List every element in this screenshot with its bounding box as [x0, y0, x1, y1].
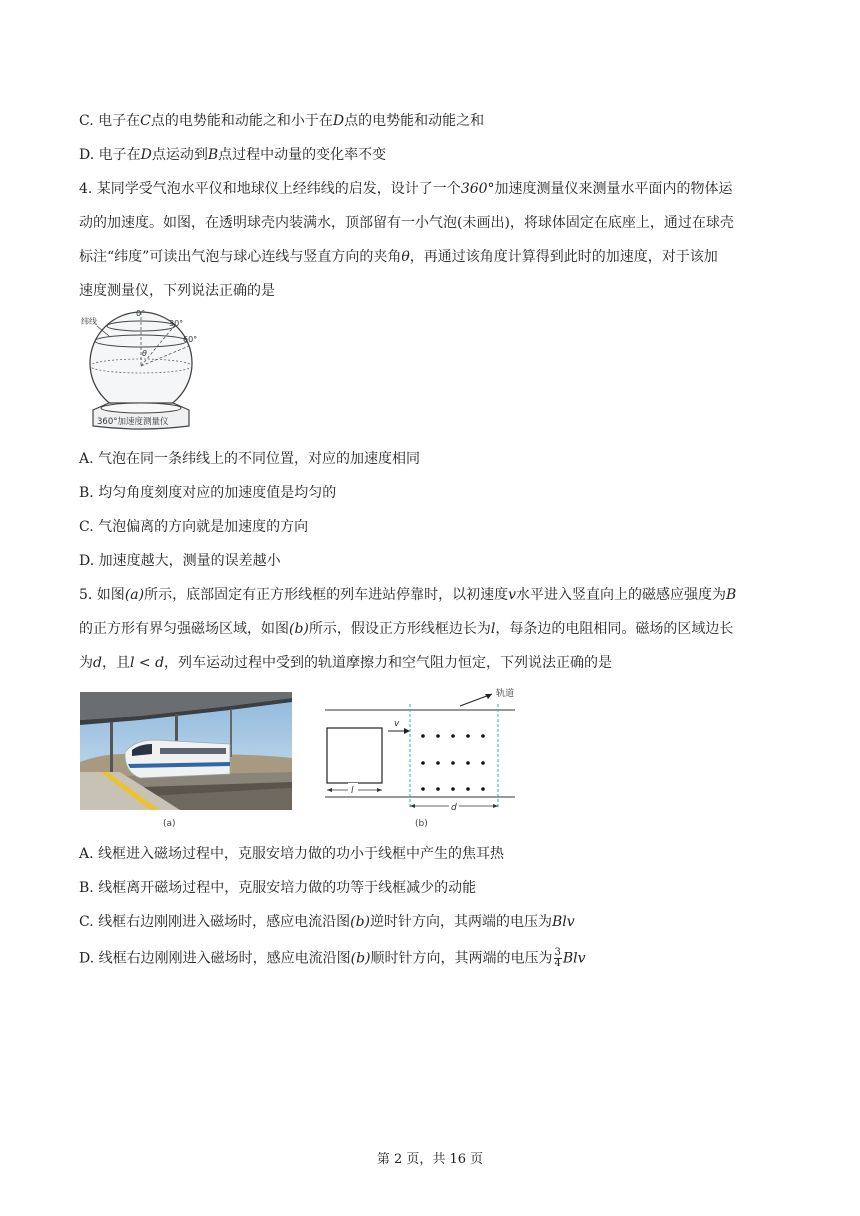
q5-option-c: C. 线框右边刚刚进入磁场时，感应电流沿图(b)逆时针方向，其两端的电压为Blv — [79, 914, 575, 930]
q4-option-d: D. 加速度越大，测量的误差越小 — [79, 553, 281, 569]
page-footer: 第 2 页，共 16 页 — [376, 1152, 484, 1167]
velocity-label: v — [394, 719, 400, 729]
q4-stem-line2: 动的加速度。如图，在透明球壳内装满水，顶部留有一小气泡(未画出)，将球体固定在底座上，通过在球壳 — [79, 215, 734, 231]
latitude-label: 纬线 — [81, 317, 97, 326]
length-label: l — [351, 786, 354, 796]
accelerometer-figure — [79, 308, 209, 432]
field-width-label: d — [451, 803, 457, 813]
q4-stem-line1: 4. 某同学受气泡水平仪和地球仪上经纬线的启发，设计了一个360°加速度测量仪来测量水平面内的物体运 — [79, 181, 733, 197]
figure-b-label: (b) — [415, 819, 428, 829]
q4-option-a: A. 气泡在同一条纬线上的不同位置，对应的加速度相同 — [79, 451, 421, 467]
q4-option-b: B. 均匀角度刻度对应的加速度值是均匀的 — [79, 485, 337, 501]
q4-stem-line3: 标注“纬度”可读出气泡与球心连线与竖直方向的夹角θ，再通过该角度计算得到此时的加速度，对于该加 — [79, 249, 718, 265]
q3-option-c: C. 电子在C点的电势能和动能之和小于在D点的电势能和动能之和 — [79, 113, 485, 129]
fraction-three-quarters: $\frac{3}{4}$ — [554, 947, 561, 969]
field-diagram — [320, 684, 525, 832]
q4-stem-line4: 速度测量仪，下列说法正确的是 — [79, 283, 275, 299]
deg0-label: 0° — [136, 309, 146, 318]
track-label: 轨道 — [496, 689, 515, 699]
deg30-label: 30° — [169, 319, 184, 328]
figure-a-label: (a) — [163, 819, 176, 829]
base-label: 360°加速度测量仪 — [97, 417, 169, 427]
q5-stem-line3: 为d，且l < d，列车运动过程中受到的轨道摩擦力和空气阻力恒定，下列说法正确的是 — [79, 655, 613, 671]
deg60-label: 60° — [183, 335, 198, 344]
q5-stem-line1: 5. 如图(a)所示，底部固定有正方形线框的列车进站停靠时，以初速度v水平进入竖直向上的磁感应强度为B — [79, 587, 737, 603]
q5-option-d: D. 线框右边刚刚进入磁场时，感应电流沿图(b)顺时针方向，其两端的电压为 $\frac{3}{4}$ Blv — [79, 947, 586, 969]
q5-option-b: B. 线框离开磁场过程中，克服安培力做的功等于线框减少的动能 — [79, 880, 477, 896]
q5-option-a: A. 线框进入磁场过程中，克服安培力做的功小于线框中产生的焦耳热 — [79, 846, 505, 862]
q5-stem-line2: 的正方形有界匀强磁场区域，如图(b)所示，假设正方形线框边长为l，每条边的电阻相同。磁场的区域边长 — [79, 621, 734, 637]
q3-option-d: D. 电子在D点运动到B点过程中动量的变化率不变 — [79, 147, 387, 163]
theta-label: θ — [142, 349, 147, 358]
q4-option-c: C. 气泡偏离的方向就是加速度的方向 — [79, 519, 309, 535]
train-photo — [80, 692, 292, 832]
